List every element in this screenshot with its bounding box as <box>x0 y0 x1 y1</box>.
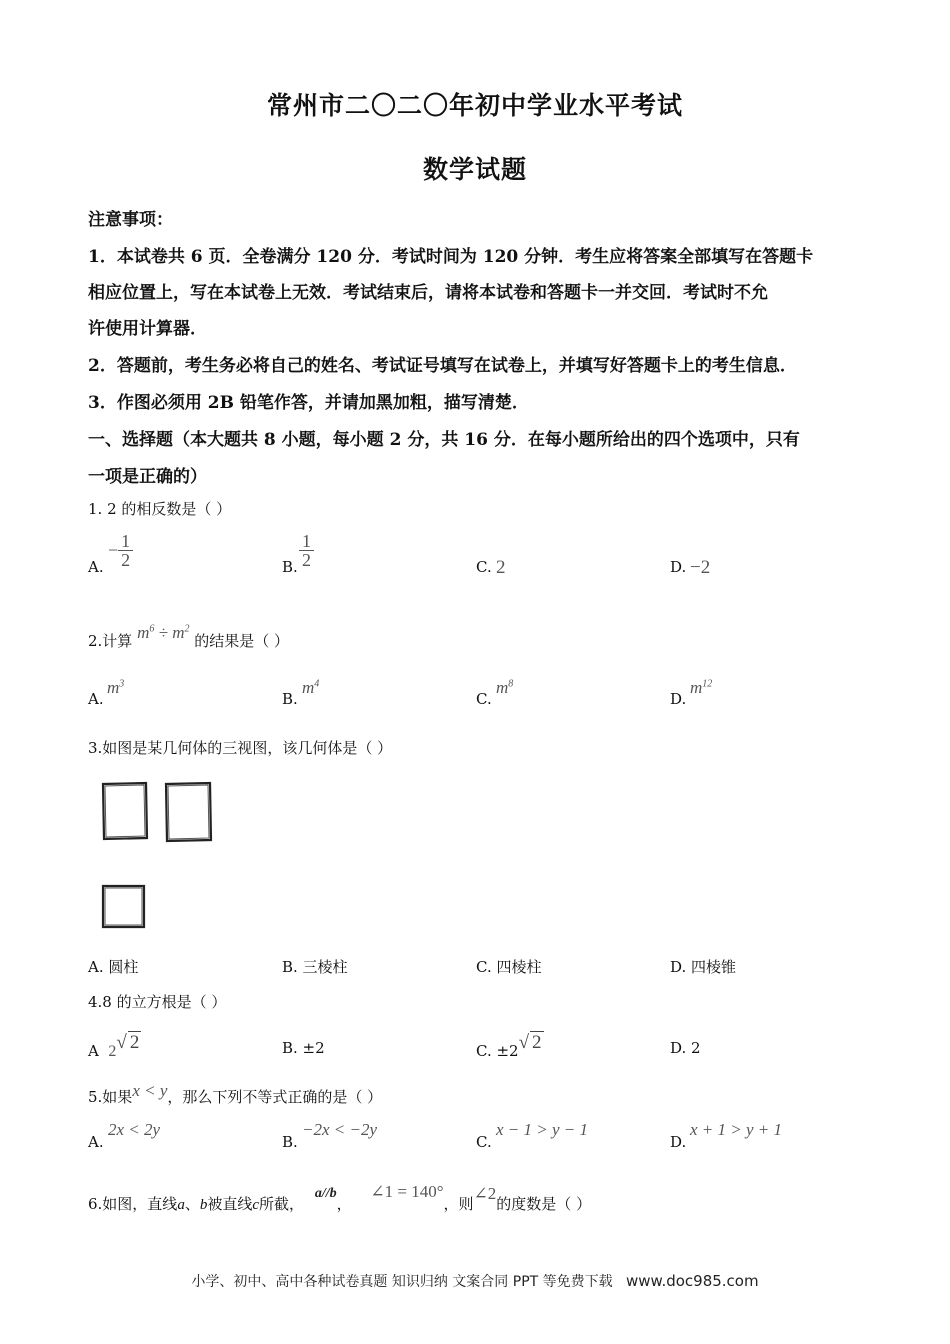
q2-option-c-label: C. <box>476 690 492 708</box>
notes-line: 1．本试卷共 6 页．全卷满分 120 分．考试时间为 120 分钟．考生应将答案全部填写在答题卡 <box>88 247 814 267</box>
q6-angle1: ∠1 = 140° <box>370 1182 444 1201</box>
section-heading: 一、选择题（本大题共 8 小题，每小题 2 分，共 16 分．在每小题所给出的四个选项中，只有 <box>88 430 800 450</box>
q5-option-b-value: −2x < −2y <box>302 1120 378 1139</box>
q3-option-d: D. 四棱锥 <box>670 958 737 976</box>
q1-option-a-value: − $\frac{1}{2}$ <box>108 532 133 569</box>
q2-expression: $m^6 \div m^2$ <box>137 623 190 642</box>
question-3-stem: 3.如图是某几何体的三视图，该几何体是（ ） <box>88 739 393 757</box>
q5-option-a-value: 2x < 2y <box>108 1120 161 1139</box>
q2-option-d-value: $m^{12}$ <box>690 678 713 697</box>
section-heading: 一项是正确的） <box>88 467 207 487</box>
q1-option-c-value: 2 <box>496 557 506 578</box>
q4-option-a: A 2√ 2 <box>88 1032 140 1060</box>
question-2-stem <box>88 623 290 651</box>
q2-option-d-label: D. <box>670 690 687 708</box>
question-1-stem: 1. 2 的相反数是（ ） <box>88 500 232 518</box>
front-view-rect <box>103 783 147 839</box>
q1-option-b-value: $\frac{1}{2}$ <box>299 532 314 569</box>
q2-option-a-label: A. <box>88 690 104 708</box>
top-view-rect <box>103 886 144 927</box>
q5-condition: x < y <box>132 1081 168 1100</box>
notes-line: 相应位置上，写在本试卷上无效．考试结束后，请将本试卷和答题卡一并交回．考试时不允 <box>88 283 768 303</box>
footer-text: 小学、初中、高中各种试卷真题 知识归纳 文案合同 PPT 等免费下载 <box>191 1274 613 1290</box>
footer <box>0 1271 950 1291</box>
q5-option-b-label: B. <box>282 1133 298 1151</box>
q2-option-b-label: B. <box>282 690 298 708</box>
question-4-stem: 4.8 的立方根是（ ） <box>88 993 227 1011</box>
q1-option-d-label: D. <box>670 558 687 576</box>
q2-stem-suffix: 的结果是（ ） <box>194 632 290 650</box>
notes-line: 许使用计算器． <box>88 319 207 339</box>
q4-option-d: D. 2 <box>670 1039 701 1057</box>
q6-angle2: ∠2 <box>473 1184 497 1203</box>
q1-option-b-label: B. <box>282 558 298 576</box>
footer-link[interactable]: www.doc985.com <box>626 1272 759 1290</box>
q1-option-c-label: C. <box>476 558 492 576</box>
notes-heading: 注意事项： <box>88 210 173 230</box>
three-view-figure <box>96 778 220 938</box>
q3-option-c: C. 四棱柱 <box>476 958 542 976</box>
q1-option-a-label: A. <box>88 558 104 576</box>
q5-option-c-value: x − 1 > y − 1 <box>496 1120 589 1139</box>
q6-parallel: a//b <box>314 1186 337 1201</box>
q4-option-c: C. ±2√ 2 <box>476 1032 542 1060</box>
q5-option-c-label: C. <box>476 1133 492 1151</box>
exam-title: 常州市二〇二〇年初中学业水平考试 <box>266 91 683 120</box>
q3-option-a: A. 圆柱 <box>88 958 139 976</box>
q5-option-a-label: A. <box>88 1133 104 1151</box>
notes-line: 2．答题前，考生务必将自己的姓名、考试证号填写在试卷上，并填写好答题卡上的考生信息． <box>88 356 797 376</box>
question-5-stem: 5.如果x < y，那么下列不等式正确的是（ ） <box>88 1081 383 1106</box>
q3-option-b: B. 三棱柱 <box>282 958 348 976</box>
q4-option-b: B. ±2 <box>282 1039 325 1057</box>
q2-option-c-value: $m^8$ <box>496 678 514 697</box>
q5-option-d-value: x + 1 > y + 1 <box>690 1120 783 1139</box>
q2-option-b-value: $m^4$ <box>302 678 320 697</box>
q5-option-d-label: D. <box>670 1133 687 1151</box>
exam-subtitle: 数学试题 <box>422 155 527 184</box>
notes-line: 3．作图必须用 2B 铅笔作答，并请加黑加粗，描写清楚． <box>88 393 529 413</box>
side-view-rect <box>166 783 211 841</box>
q1-option-d-value: −2 <box>690 557 711 578</box>
q2-stem-prefix: 2.计算 <box>88 632 133 650</box>
q2-option-a-value: $m^3$ <box>107 678 125 697</box>
question-6-stem: 6.如图，直线a、b被直线c所截， a//b， ∠1 = 140°，则∠2的度数是（ ） <box>88 1182 592 1213</box>
